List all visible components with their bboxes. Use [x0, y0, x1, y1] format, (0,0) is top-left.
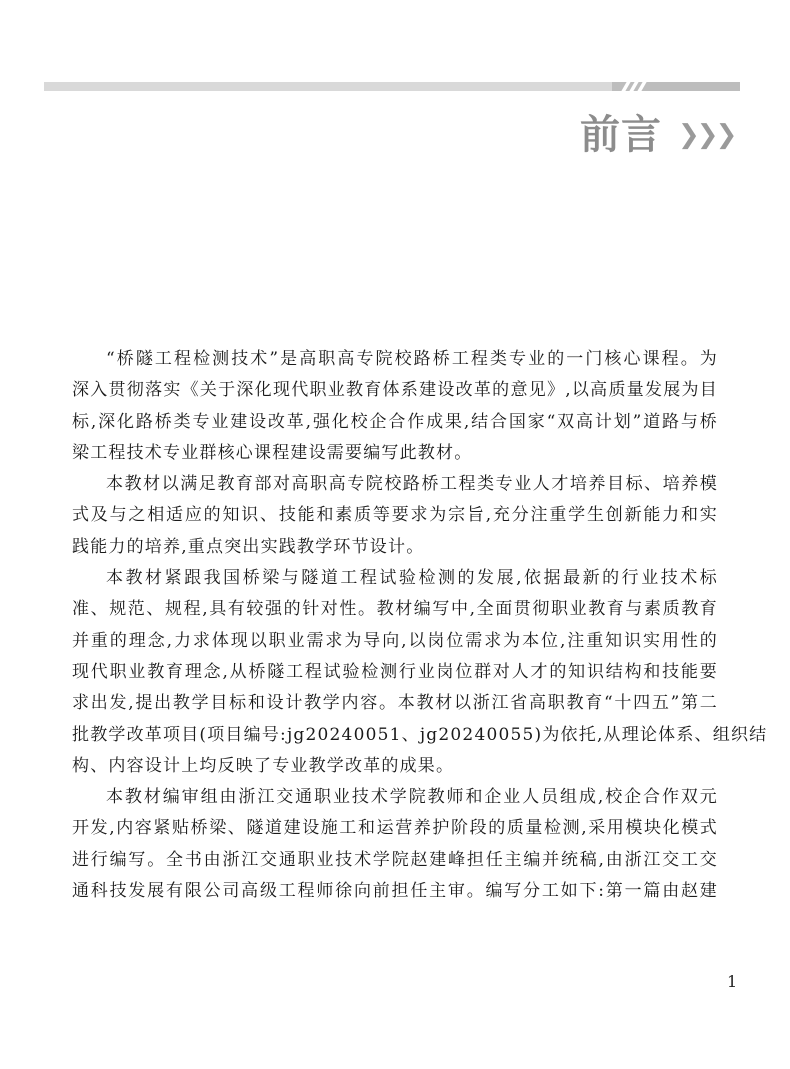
text-line: 批教学改革项目(项目编号:jg20240051、jg20240055)为依托,从理论体系、组织结 [72, 724, 768, 745]
text-line: 本教材编审组由浙江交通职业技术学院教师和企业人员组成,校企合作双元 [106, 787, 718, 808]
text-line: 深入贯彻落实《关于深化现代职业教育体系建设改革的意见》,以高质量发展为目 [72, 380, 718, 401]
text-line: 标,深化路桥类专业建设改革,强化校企合作成果,结合国家“双高计划”道路与桥 [72, 411, 718, 432]
text-line: 本教材以满足教育部对高职高专院校路桥工程类专业人才培养目标、培养模 [106, 474, 718, 495]
text-line: 开发,内容紧贴桥梁、隧道建设施工和运营养护阶段的质量检测,采用模块化模式 [72, 818, 718, 839]
text-line: 梁工程技术专业群核心课程建设需要编写此教材。 [72, 442, 473, 463]
chevron-right-icon: ❯❯❯ [678, 120, 735, 150]
text-line: 践能力的培养,重点突出实践教学环节设计。 [72, 536, 425, 557]
text-line: 进行编写。全书由浙江交通职业技术学院赵建峰担任主编并统稿,由浙江交工交 [72, 849, 718, 870]
text-line: 准、规范、规程,具有较强的针对性。教材编写中,全面贯彻职业教育与素质教育 [72, 599, 718, 620]
text-line: 并重的理念,力求体现以职业需求为导向,以岗位需求为本位,注重知识实用性的 [72, 630, 718, 651]
text-line: 本教材紧跟我国桥梁与隧道工程试验检测的发展,依据最新的行业技术标 [106, 568, 718, 589]
text-line: 求出发,提出教学目标和设计教学内容。本教材以浙江省高职教育“十四五”第二 [72, 693, 718, 714]
text-line: 现代职业教育理念,从桥隧工程试验检测行业岗位群对人才的知识结构和技能要 [72, 661, 718, 682]
preface-body [72, 344, 768, 907]
text-line: 构、内容设计上均反映了专业教学改革的成果。 [72, 755, 455, 776]
text-line: 通科技发展有限公司高级工程师徐向前担任主审。编写分工如下:第一篇由赵建 [72, 881, 718, 902]
text-line: 式及与之相适应的知识、技能和素质等要求为宗旨,充分注重学生创新能力和实 [72, 505, 718, 526]
page-title: 前言 [580, 112, 662, 158]
text-line: “桥隧工程检测技术”是高职高专院校路桥工程类专业的一门核心课程。为 [106, 349, 718, 369]
page-number: 1 [727, 972, 738, 991]
